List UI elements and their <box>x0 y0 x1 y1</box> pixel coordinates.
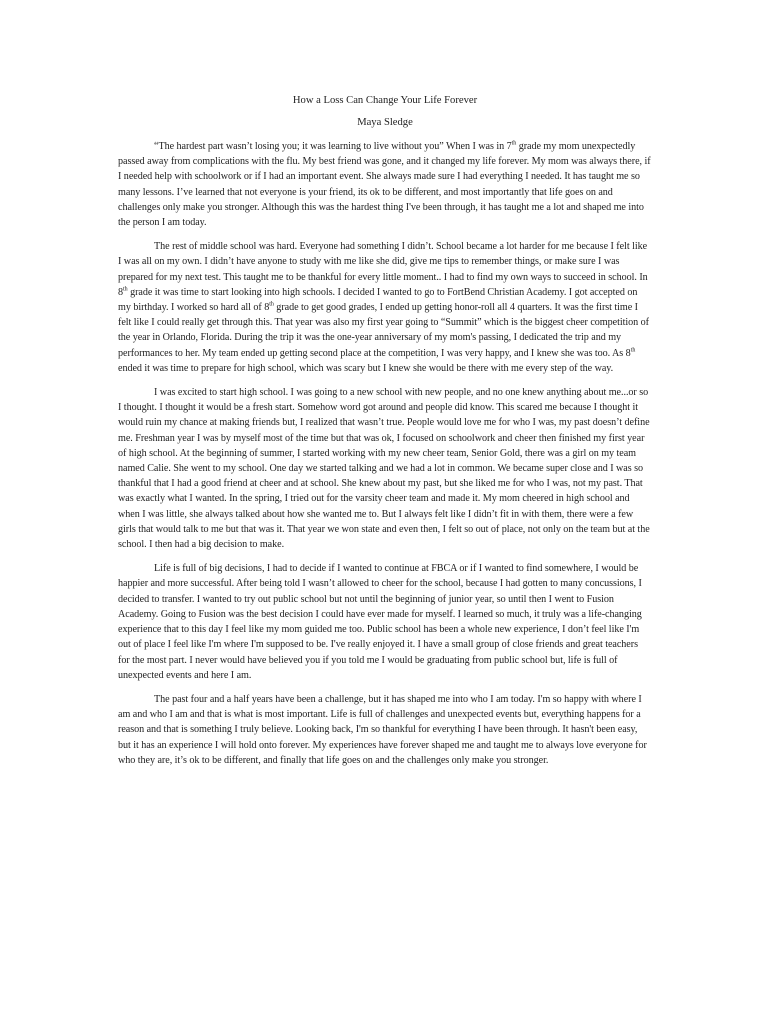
paragraph-1 <box>118 139 652 230</box>
paragraph-text: ended it was time to prepare for high school, which was scary but I knew she would be there with me every step of the way. <box>118 362 614 374</box>
ordinal-suffix: th <box>630 347 636 354</box>
ordinal-suffix: th <box>269 301 274 308</box>
essay-author: Maya Sledge <box>357 117 413 128</box>
paragraph-text: grade to get good grades, I ended up getting honor-roll all 4 quarters. It was the first time I felt like I could really get through this. That year was also my first year going to “Summit” which is the biggest cheer competition of the year in Orlando, Florida. During the trip it was the one-year anniversary of my mom's passing, I dedicated the trip and my performances to her. My team ended up getting second place at the competition, I was very happy, and I knew she was too. As 8 <box>118 302 649 359</box>
paragraph-text: The past four and a half years have been a challenge, but it has shaped me into who I am today. I'm so happy with where I am and who I am and that is what is most important. Life is full of challenges and unexpected events but, everything happens for a reason and that is something I truly believe. Looking back, I'm so thankful for everything I have been through. It hasn't been easy, but it has an experience I will hold onto forever. My experiences have forever shaped me and taught me to always love everyone for who they are, it’s ok to be different, and finally that life goes on and the challenges only make you stronger. <box>118 693 647 766</box>
paragraph-text: grade it was time to start looking into high schools. I decided I wanted to go to FortBend Christian Academy. I got accepted on my birthday. I worked so hard all of 8 <box>118 286 638 314</box>
paragraph-text: “The hardest part wasn’t losing you; it was learning to live without you” When I was in 7 <box>154 141 512 152</box>
paragraph-text: I was excited to start high school. I was going to a new school with new people, and no one knew anything about me...or so I thought. I thought it would be a fresh start. Somehow word got around and people did know. This scared me because I thought it would ruin my chance at making friends but, I realized that wasn’t true. People would love me for who I was, my past doesn’t define me. Freshman year I was by myself most of the time but that was ok, I focused on schoolwork and cheer then finished my first year of high school. At the beginning of summer, I started working with my new cheer team, Senior Gold, there was a girl on my team named Calie. She went to my school. One day we started talking and we had a lot in common. We became super close and I was so thankful that I had a good friend at cheer and at school. She knew about my past, but she liked me for who I was, not my past. That was exactly what I wanted. In the spring, I tried out for the varsity cheer team and made it. My mom cheered in high school and when I was little, she always talked about how she wanted me to. But I always felt like I didn’t fit in with them, there were a few girls that would talk to me but that was it. That year we won state and even then, I felt so out of place, not only on the team but at the school. I then had a big decision to make. <box>118 387 650 551</box>
paragraph-4 <box>118 561 652 683</box>
paragraph-2 <box>118 239 652 376</box>
ordinal-suffix: th <box>123 286 128 293</box>
essay-body <box>118 93 652 777</box>
ordinal-suffix: th <box>511 140 517 147</box>
paragraph-3 <box>118 385 652 552</box>
paragraph-text: Life is full of big decisions, I had to decide if I wanted to continue at FBCA or if I wanted to find somewhere, I would be happier and more successful. After being told I wasn’t allowed to cheer for the school, because I had gotten to many concussions, I decided to transfer. I wanted to try out public school but not until the beginning of junior year, so until then I went to Fusion Academy. Going to Fusion was the best decision I could have ever made for myself. I learned so much, it truly was a life-changing experience that to this day I feel like my mom guided me too. Public school has been a whole new experience, I don’t feel like I'm out of place I feel like I'm where I'm supposed to be. I've really enjoyed it. I have a small group of close friends and great teachers for the most part. I never would have believed you if you told me I would be graduating from public school but, life is full of unexpected events and here I am. <box>118 563 642 681</box>
paragraph-5 <box>118 692 652 768</box>
essay-title: How a Loss Can Change Your Life Forever <box>292 95 478 106</box>
paragraph-text: The rest of middle school was hard. Everyone had something I didn’t. School became a lot harder for me because I felt like I was all on my own. I didn’t have anyone to study with me like she did, give me tips to remember things, or make sure I was prepared for my next test. This taught me to be thankful for every little moment.. I had to find my own ways to succeed in school. In 8 <box>118 241 648 298</box>
paragraph-text: grade my mom unexpectedly passed away from complications with the flu. My best friend was gone, and it changed my life forever. My mom was always there, if I needed help with schoolwork or if I had an important event. She always made sure I had everything I needed. It has taught me so many lessons. I’ve learned that not everyone is your friend, its ok to be different, and most importantly that life goes on and challenges only make you stronger. Although this was the hardest thing I've been through, it has taught me a lot and shaped me into the person I am today. <box>118 141 651 229</box>
